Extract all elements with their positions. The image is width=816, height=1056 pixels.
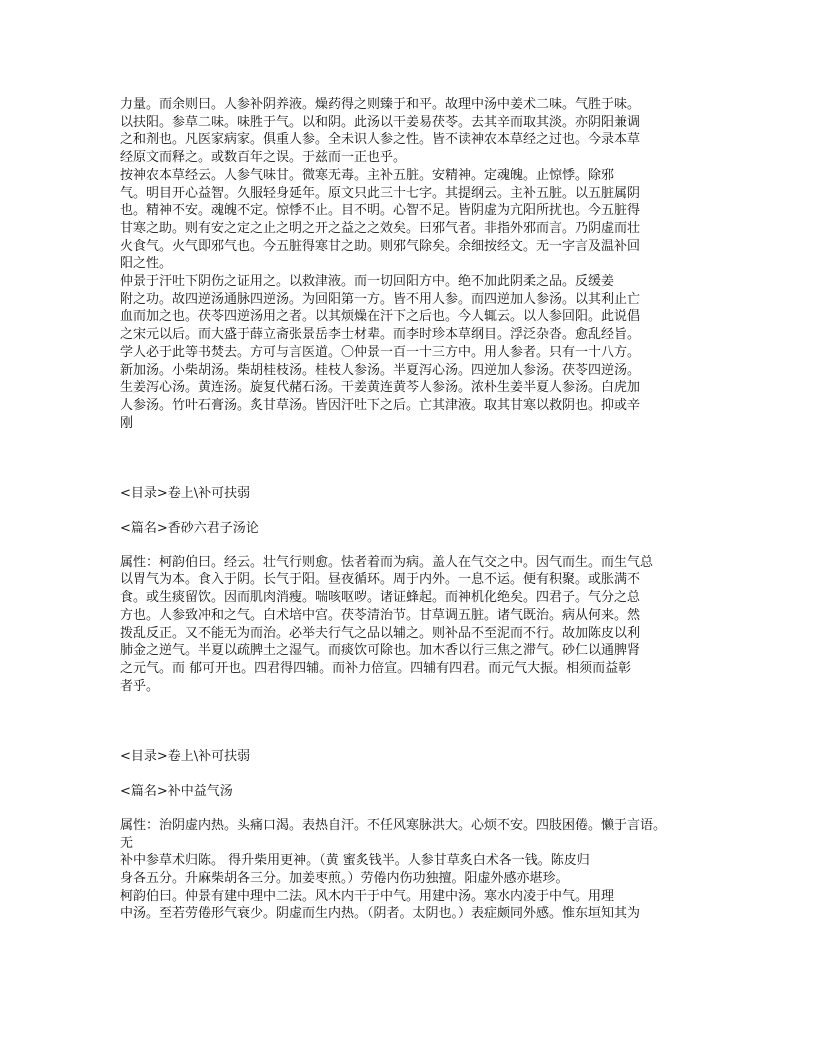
text-line: 方也。人参致冲和之气。白术培中宫。茯苓清治节。甘草调五脏。诸气既治。病从何来。然	[120, 607, 641, 623]
text-line: 附之功。故四逆汤通脉四逆汤。为回阳第一方。皆不用人参。而四逆加人参汤。以其利止亡	[120, 291, 641, 307]
text-line: 拨乱反正。又不能无为而治。必举夫行气之品以辅之。则补品不至泥而不行。故加陈皮以利	[120, 625, 641, 641]
text-line: 者乎。	[120, 678, 160, 694]
text-line: 刚	[120, 415, 134, 431]
text-line: 柯韵伯曰。仲景有建中理中二法。风木内干于中气。用建中汤。寒水内凌于中气。用理	[120, 888, 615, 904]
text-line: 属性：治阴虚内热。头痛口渴。表热自汗。不任风寒脉洪大。心烦不安。四肢困倦。懒于言语。	[120, 817, 667, 833]
text-line: 气。明目开心益智。久服轻身延年。原文只此三十七字。其提纲云。主补五脏。以五脏属阴	[120, 185, 641, 201]
section-xiangsha	[120, 485, 700, 695]
text-line: 身各五分。升麻柴胡各三分。加姜枣煎。）劳倦内伤功独擅。阳虚外感亦堪珍。	[120, 870, 569, 886]
text-line: 新加汤。小柴胡汤。柴胡桂枝汤。桂枝人参汤。半夏泻心汤。四逆加人参汤。茯苓四逆汤。	[120, 362, 641, 378]
text-line: 以胃气为本。食入于阴。长气于阳。昼夜循环。周于内外。一息不运。便有积聚。或胀满不	[120, 572, 641, 588]
text-line: 力量。而余则曰。人参补阴养液。燥药得之则臻于和平。故理中汤中姜术二味。气胜于味。	[120, 97, 641, 112]
text-line: 仲景于汗吐下阴伤之证用之。以救津液。而一切回阳方中。绝不加此阴柔之品。反缓姜	[120, 274, 615, 290]
text-line: 生姜泻心汤。黄连汤。旋复代赭石汤。干姜黄连黄芩人参汤。浓朴生姜半夏人参汤。白虎加	[120, 380, 641, 396]
text-line: 之元气。而 郁可开也。四君得四辅。而补力倍宣。四辅有四君。而元气大振。相须而益彰	[120, 660, 632, 676]
catalog-heading: <目录>卷上\补可扶弱	[120, 486, 251, 502]
text-line: 血而加之也。茯苓四逆汤用之者。以其烦燥在汗下之后也。今人辄云。以人参回阳。此说倡	[120, 309, 641, 325]
text-line: 学人必于此等书焚去。方可与言医道。〇仲景一百一十三方中。用人参者。只有一十八方。	[120, 344, 641, 360]
text-line: 属性：柯韵伯曰。经云。壮气行则愈。怯者着而为病。盖人在气交之中。因气而生。而生气总	[120, 554, 654, 570]
section-buzhong	[120, 748, 700, 923]
text-line: 中汤。至若劳倦形气衰少。阴虚而生内热。（阴者。太阴也。）表症颇同外感。惟东垣知其为	[120, 906, 641, 922]
text-line: 肺金之逆气。半夏以疏脾土之湿气。而痰饮可除也。加木香以行三焦之滞气。砂仁以通脾肾	[120, 643, 641, 659]
text-line: 无	[120, 835, 134, 851]
catalog-heading: <目录>卷上\补可扶弱	[120, 749, 251, 765]
text-line: 食。或生痰留饮。因而肌肉消瘦。喘咳呕哕。诸证蜂起。而神机化绝矣。四君子。气分之总	[120, 590, 641, 606]
text-line: 火食气。火气即邪气也。今五脏得寒甘之助。则邪气除矣。余细按经文。无一字言及温补回	[120, 238, 641, 254]
chapter-title: <篇名>补中益气汤	[120, 784, 233, 800]
document-page	[120, 96, 700, 923]
chapter-title: <篇名>香砂六君子汤论	[120, 521, 259, 537]
text-line: 之宋元以后。而大盛于薛立斋张景岳李士材辈。而李时珍本草纲目。浮泛杂沓。愈乱经旨。	[120, 327, 641, 343]
text-block-ginseng-discussion	[120, 96, 700, 432]
text-line: 阳之性。	[120, 256, 173, 272]
text-line: 甘寒之助。则有安之定之止之明之开之益之之效矣。曰邪气者。非指外邪而言。乃阴虚而壮	[120, 220, 641, 236]
text-line: 之和剂也。凡医家病家。俱重人参。全未识人参之性。皆不读神农本草经之过也。今录本草	[120, 132, 641, 148]
text-line: 也。精神不安。魂魄不定。惊悸不止。目不明。心智不足。皆阴虚为亢阳所扰也。今五脏得	[120, 203, 641, 219]
text-line: 人参汤。竹叶石膏汤。炙甘草汤。皆因汗吐下之后。亡其津液。取其甘寒以救阴也。抑或辛	[120, 397, 641, 413]
text-line: 补中参草术归陈。 得升柴用更神。（黄 蜜炙钱半。人参甘草炙白术各一钱。陈皮归	[120, 853, 590, 869]
text-line: 以扶阳。参草二味。味胜于气。以和阴。此汤以干姜易茯苓。去其辛而取其淡。亦阴阳兼调	[120, 114, 641, 130]
text-line: 按神农本草经云。人参气味甘。微寒无毒。主补五脏。安精神。定魂魄。止惊悸。除邪	[120, 167, 615, 183]
text-line: 经原文而释之。或数百年之误。于兹而一正也乎。	[120, 150, 407, 166]
